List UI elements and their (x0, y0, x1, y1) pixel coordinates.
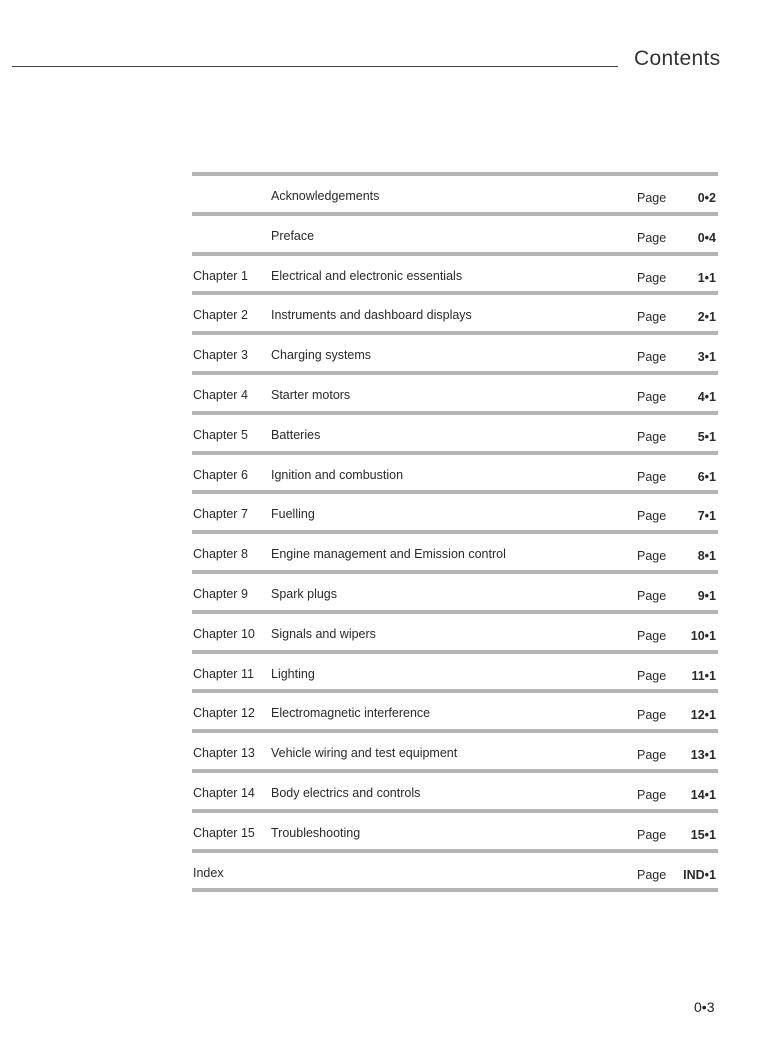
toc-entry[interactable] (192, 216, 718, 256)
toc-chapter-label: Chapter 5 (193, 427, 248, 442)
toc-page-label: Page (637, 867, 667, 882)
toc-page-label: Page (637, 270, 667, 285)
toc-page-label: Page (637, 509, 667, 524)
toc-chapter-label: Chapter 2 (193, 308, 248, 323)
toc-chapter-label: Chapter 3 (193, 348, 248, 363)
toc-entry[interactable] (192, 295, 718, 335)
toc-entry-title: Lighting (271, 666, 315, 681)
toc-page-label: Page (637, 787, 667, 802)
toc-chapter-label: Chapter 1 (193, 268, 248, 283)
toc-chapter-label: Chapter 4 (193, 387, 248, 402)
toc-entry-title: Starter motors (271, 387, 351, 402)
toc-entry[interactable] (192, 693, 718, 733)
toc-page-label: Page (637, 469, 667, 484)
toc-chapter-label: Chapter 13 (193, 746, 255, 761)
toc-page-number: 8•1 (697, 549, 716, 564)
toc-entry[interactable] (192, 574, 718, 614)
toc-page-number: 10•1 (690, 628, 716, 643)
toc-entry-title: Electromagnetic interference (271, 706, 431, 721)
toc-entry[interactable] (192, 853, 718, 893)
toc-page-number: 0•4 (697, 230, 716, 245)
toc-page-number: 4•1 (697, 389, 716, 404)
toc-page-label: Page (637, 350, 667, 365)
toc-page-label: Page (637, 628, 667, 643)
toc-entry[interactable] (192, 256, 718, 296)
toc-page-label: Page (637, 429, 667, 444)
toc-entry[interactable] (192, 494, 718, 534)
toc-entry[interactable] (192, 614, 718, 654)
toc-entry-title: Batteries (271, 427, 321, 442)
toc-entry-title: Troubleshooting (271, 825, 361, 840)
footer-page-number: 0•3 (694, 999, 715, 1015)
toc-page-number: 9•1 (697, 588, 716, 603)
toc-entry-title: Signals and wipers (271, 626, 376, 641)
toc-chapter-label: Chapter 7 (193, 507, 248, 522)
toc-chapter-label: Chapter 6 (193, 467, 248, 482)
toc-entry-title: Ignition and combustion (271, 467, 404, 482)
toc-page-label: Page (637, 549, 667, 564)
toc-entry[interactable] (192, 455, 718, 495)
toc-page-number: 3•1 (697, 350, 716, 365)
toc-page-number: 12•1 (690, 708, 716, 723)
toc-page-number: 2•1 (697, 310, 716, 325)
table-of-contents (192, 172, 718, 892)
toc-page-label: Page (637, 389, 667, 404)
toc-chapter-label: Chapter 11 (193, 666, 254, 681)
toc-page-label: Page (637, 310, 667, 325)
toc-page-label: Page (637, 230, 667, 245)
toc-entry-title: Instruments and dashboard displays (271, 308, 472, 323)
toc-chapter-label: Chapter 12 (193, 706, 255, 721)
toc-chapter-label: Chapter 9 (193, 586, 248, 601)
toc-page-number: 1•1 (697, 270, 716, 285)
toc-entry-title: Spark plugs (271, 586, 338, 601)
toc-entry-title: Body electrics and controls (271, 785, 421, 800)
header-rule (12, 66, 618, 67)
toc-entry-title: Preface (271, 228, 315, 243)
toc-page-number: 5•1 (697, 429, 716, 444)
toc-chapter-label: Chapter 15 (193, 825, 255, 840)
toc-entry[interactable] (192, 773, 718, 813)
toc-entry[interactable] (192, 733, 718, 773)
toc-entry[interactable] (192, 534, 718, 574)
toc-entry-title: Engine management and Emission control (271, 547, 506, 562)
toc-entry[interactable] (192, 654, 718, 694)
toc-page-label: Page (637, 191, 667, 205)
toc-entry[interactable] (192, 415, 718, 455)
toc-page-number: IND•1 (683, 867, 716, 882)
toc-page-label: Page (637, 588, 667, 603)
toc-chapter-label: Chapter 10 (193, 626, 255, 641)
toc-page-number: 13•1 (690, 748, 716, 763)
toc-page-number: 11•1 (691, 668, 716, 683)
toc-page-label: Page (637, 827, 667, 842)
toc-page-label: Page (637, 668, 667, 683)
toc-page-number: 7•1 (697, 509, 716, 524)
toc-entry[interactable] (192, 176, 718, 216)
toc-page-label: Page (637, 708, 667, 723)
toc-entry-title: Charging systems (271, 348, 372, 363)
toc-entry-title: Fuelling (271, 507, 315, 522)
toc-chapter-label: Chapter 14 (193, 785, 255, 800)
toc-entry[interactable] (192, 335, 718, 375)
toc-chapter-label: Index (193, 865, 224, 880)
toc-entry[interactable] (192, 813, 718, 853)
toc-page-number: 15•1 (690, 827, 716, 842)
toc-entry-title: Acknowledgements (271, 189, 380, 203)
toc-entry-title: Electrical and electronic essentials (271, 268, 463, 283)
toc-page-number: 0•2 (697, 191, 716, 205)
toc-page-number: 6•1 (697, 469, 716, 484)
toc-entry[interactable] (192, 375, 718, 415)
page-title: Contents (634, 47, 721, 70)
toc-page-number: 14•1 (690, 787, 716, 802)
toc-entry-title: Vehicle wiring and test equipment (271, 746, 458, 761)
toc-chapter-label: Chapter 8 (193, 547, 248, 562)
toc-page-label: Page (637, 748, 667, 763)
